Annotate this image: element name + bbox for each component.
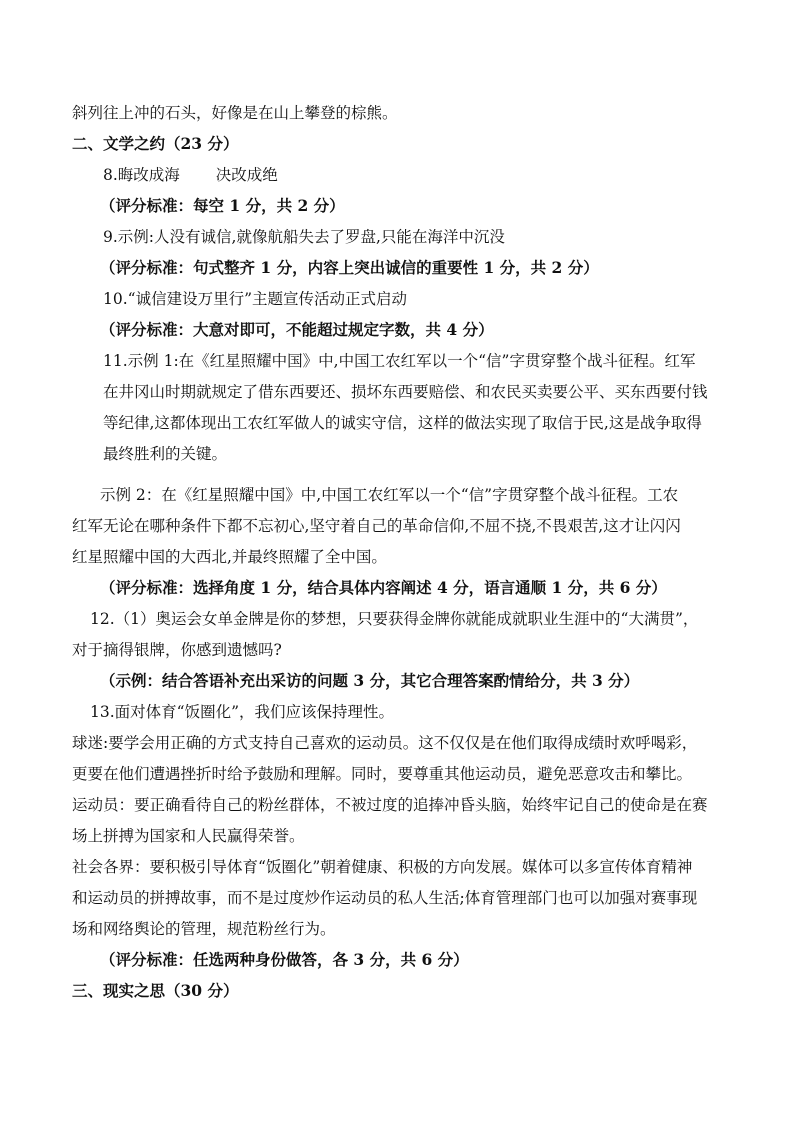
text-line: 和运动员的拼搏故事，而不是过度炒作运动员的私人生活;体育管理部门也可以加强对赛事现 — [72, 889, 698, 907]
answer-13: 13.面对体育“饭圈化”，我们应该保持理性。 — [90, 703, 394, 721]
answer-11-example-2: 示例 2：在《红星照耀中国》中,中国工农红军以一个“信”字贯穿整个战斗征程。工农 — [100, 486, 679, 504]
text-line: 红星照耀中国的大西北,并最终照耀了全中国。 — [72, 548, 387, 566]
answer-12: 12.（1）奥运会女单金牌是你的梦想，只要获得金牌你就能成就职业生涯中的“大满贯”， — [90, 610, 699, 628]
section-heading-reality: 三、现实之思（30 分） — [72, 981, 239, 1000]
scoring-11: （评分标准：选择角度 1 分，结合具体内容阐述 4 分，语言通顺 1 分，共 6 分） — [100, 578, 667, 597]
answer-13-athletes: 运动员：要正确看待自己的粉丝群体，不被过度的追捧冲昏头脑，始终牢记自己的使命是在赛 — [72, 796, 708, 814]
scoring-12: （示例：结合答语补充出采访的问题 3 分，其它合理答案酌情给分，共 3 分） — [100, 671, 640, 690]
answer-13-fans: 球迷:要学会用正确的方式支持自己喜欢的运动员。这不仅仅是在他们取得成绩时欢呼喝彩， — [72, 734, 698, 752]
text-line: 更要在他们遭遇挫折时给予鼓励和理解。同时，要尊重其他运动员，避免恶意攻击和攀比。 — [72, 765, 693, 783]
scoring-13: （评分标准：任选两种身份做答，各 3 分，共 6 分） — [100, 950, 469, 969]
answer-11-example-1: 11.示例 1:在《红星照耀中国》中,中国工农红军以一个“信”字贯穿整个战斗征程。红军 — [103, 352, 696, 370]
answer-13-society: 社会各界：要积极引导体育“饭圈化”朝着健康、积极的方向发展。媒体可以多宣传体育精神 — [72, 858, 693, 876]
scoring-9: （评分标准：句式整齐 1 分，内容上突出诚信的重要性 1 分，共 2 分） — [100, 258, 599, 277]
answer-9: 9.示例:人没有诚信,就像航船失去了罗盘,只能在海洋中沉没 — [103, 228, 505, 246]
text-line: 斜列往上冲的石头，好像是在山上攀登的棕熊。 — [72, 104, 398, 122]
scoring-10: （评分标准：大意对即可，不能超过规定字数，共 4 分） — [100, 320, 494, 339]
text-line: 红军无论在哪种条件下都不忘初心,坚守着自己的革命信仰,不屈不挠,不畏艰苦,这才让闪闪 — [72, 517, 681, 535]
text-line: 最终胜利的关键。 — [103, 445, 228, 463]
answer-8-part-1: 8.晦改成海 — [103, 166, 180, 184]
text-line: 场和网络舆论的管理，规范粉丝行为。 — [72, 920, 336, 938]
text-line: 场上拼搏为国家和人民赢得荣誉。 — [72, 827, 305, 845]
text-line: 在井冈山时期就规定了借东西要还、损坏东西要赔偿、和农民买卖要公平、买东西要付钱 — [103, 383, 708, 401]
section-heading-literature: 二、文学之约（23 分） — [72, 134, 239, 153]
scoring-8: （评分标准：每空 1 分，共 2 分） — [100, 196, 345, 215]
text-line: 对于摘得银牌，你感到遗憾吗? — [72, 641, 282, 659]
answer-8-part-2: 决改成绝 — [215, 166, 278, 184]
answer-10: 10.“诚信建设万里行”主题宣传活动正式启动 — [103, 290, 407, 308]
text-line: 等纪律,这都体现出工农红军做人的诚实守信，这样的做法实现了取信于民,这是战争取得 — [103, 414, 702, 432]
answer-8 — [103, 164, 278, 186]
